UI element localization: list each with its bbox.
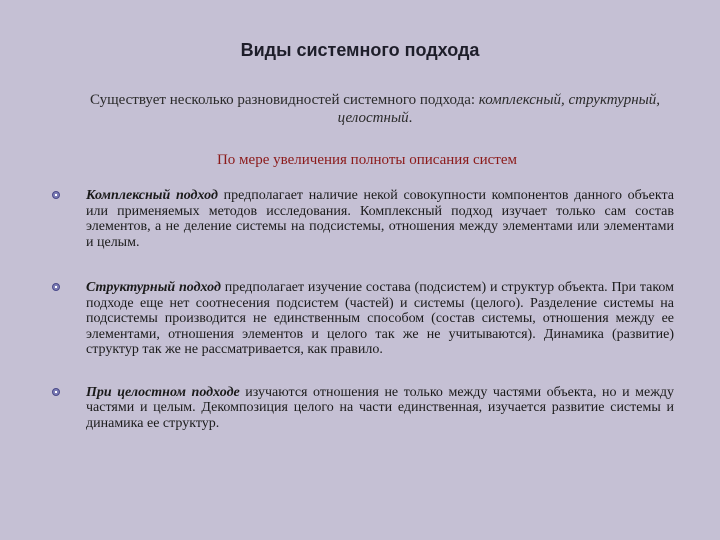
- bullet-term: Структурный подход: [86, 280, 221, 295]
- slide-title: Виды системного подхода: [240, 40, 480, 60]
- bullet-list: [52, 188, 674, 431]
- bullet-text: предполагает наличие некой совокупности компонентов данного объекта или применяемых методов исследования. Комплексный подход изучает только сам состав элементов, а не деление системы на подсистемы, отношения между элементами или элементами и целым.: [86, 188, 674, 250]
- intro-paragraph: [60, 91, 690, 127]
- bullet-text: изучаются отношения не только между частями объекта, но и между частями и целым. Декомпозиция целого на части единственная, изучается развитие системы и динамика ее структур.: [86, 384, 674, 431]
- intro-text: Существует несколько разновидностей системного подхода:: [89, 92, 479, 108]
- intro-italic: комплексный, структурный, целостный: [337, 92, 661, 126]
- bullet-item-complex: [52, 188, 674, 250]
- bullet-icon: [52, 388, 60, 396]
- bullet-icon: [52, 283, 60, 291]
- bullet-icon: [52, 191, 60, 199]
- subtitle: По мере увеличения полноты описания систем: [216, 152, 518, 168]
- bullet-text: предполагает изучение состава (подсистем) и структур объекта. При таком подходе еще нет соотнесения подсистем (частей) и системы (целого). Разделение системы на подсистемы производится не единственным способом (состав системы, отношения между ее элементами, отношения элементов и целого так же не учитываются). Динамика (развитие) структур так же не рассматривается, как правило.: [86, 280, 675, 357]
- bullet-term: Комплексный подход: [86, 188, 218, 203]
- bullet-term: При целостном подходе: [86, 384, 240, 400]
- bullet-item-structural: [52, 280, 674, 358]
- bullet-item-holistic: [52, 385, 674, 432]
- intro-end: .: [408, 110, 413, 126]
